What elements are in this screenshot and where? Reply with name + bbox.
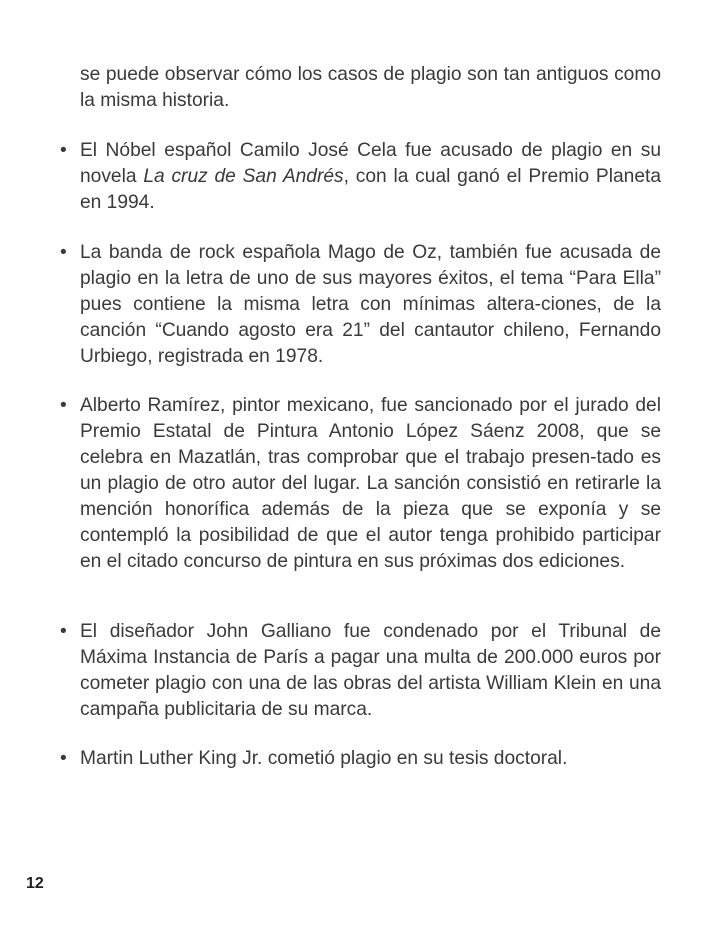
bullet-icon: • — [60, 242, 67, 263]
list-item-text: El diseñador John Galliano fue condenado por el Tribunal de Máxima Instancia de París a pagar una multa de 200.000 euros por cometer plagio con una de las obras del artista William Klein en una campaña publicitaria de su marca. — [80, 621, 661, 720]
book-title: La cruz de San Andrés — [143, 166, 344, 187]
intro-paragraph: se puede observar cómo los casos de plagio son tan antiguos como la misma historia. — [80, 64, 661, 111]
list-item — [60, 240, 661, 370]
bullet-icon: • — [60, 140, 67, 161]
list-item — [60, 393, 661, 575]
list-item-text: , con la cual ganó el Premio Planeta en 1994. — [80, 166, 661, 213]
bullet-icon: • — [60, 621, 67, 642]
list-item-text: Alberto Ramírez, pintor mexicano, fue sancionado por el jurado del Premio Estatal de Pintura Antonio López Sáenz 2008, que se celebra en Mazatlán, tras comprobar que el trabajo presen-tado es un plagio de otro autor del lugar. La sanción consistió en retirarle la mención honorífica además de la pieza que se exponía y se contempló la posibilidad de que el autor tenga prohibido participar en el citado concurso de pintura en sus próximas dos ediciones. — [80, 395, 661, 572]
list-item — [60, 619, 661, 723]
page-number: 12 — [26, 875, 44, 892]
list-item — [60, 746, 661, 772]
list-item-text: El Nóbel español Camilo José Cela fue acusado de plagio en su novela — [80, 140, 661, 187]
list-item-text: La banda de rock española Mago de Oz, también fue acusada de plagio en la letra de uno de sus mayores éxitos, el tema “Para Ella” pues contiene la misma letra con mínimas altera-ciones, de la canción “Cuando agosto era 21” del cantautor chileno, Fernando Urbiego, registrada en 1978. — [80, 242, 661, 367]
bullet-icon: • — [60, 748, 67, 769]
bullet-icon: • — [60, 395, 67, 416]
list-item — [60, 138, 661, 216]
list-item-text: Martin Luther King Jr. cometió plagio en su tesis doctoral. — [80, 748, 568, 769]
